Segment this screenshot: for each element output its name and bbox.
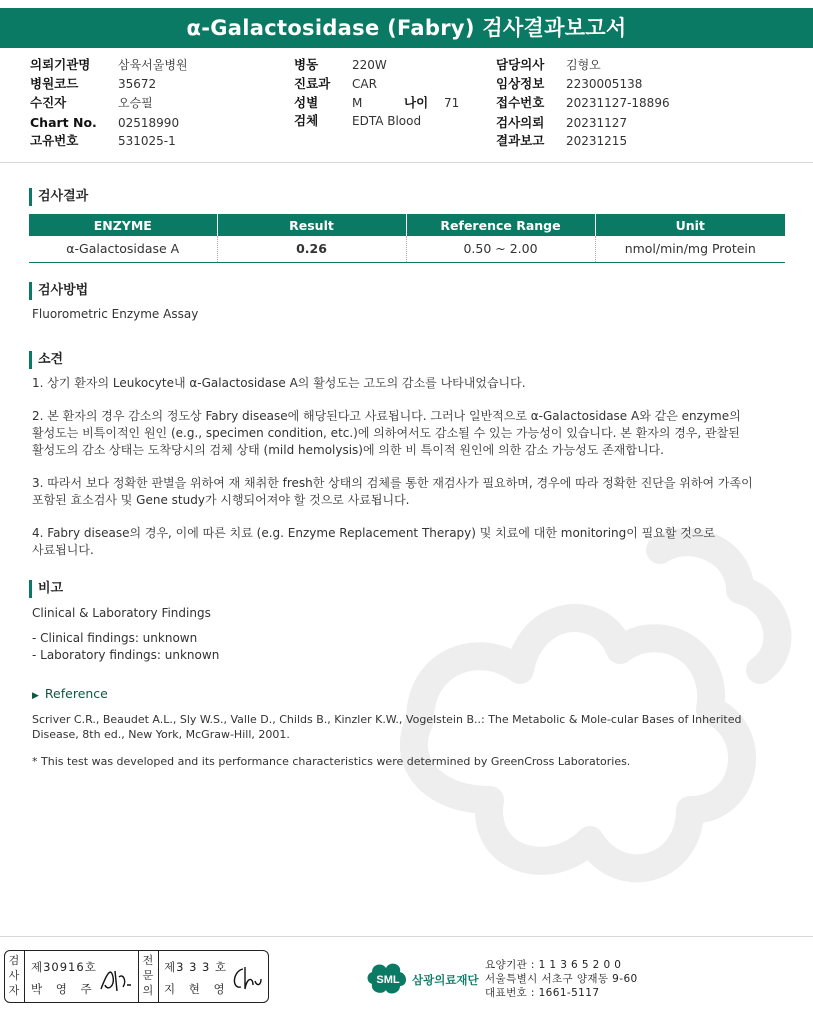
remarks-text <box>32 605 219 664</box>
label-ward: 병동 <box>294 57 319 72</box>
examiner-label-char: 자 <box>8 984 20 997</box>
label-clinical-info: 임상정보 <box>496 76 545 91</box>
opinion-line-1: 1. 상기 환자의 Leukocyte내 α-Galactosidase A의 활성도는 고도의 감소를 나타내었습니다. <box>32 376 526 390</box>
specialist-name: 지 현 영 <box>164 982 230 996</box>
section-title-method: 검사방법 <box>29 282 88 300</box>
reference-heading <box>32 686 108 701</box>
value-specimen: EDTA Blood <box>352 114 422 128</box>
opinion-text <box>32 375 753 559</box>
opinion-line-7: 4. Fabry disease의 경우, 이에 따른 치료 (e.g. Enzyme Replacement Therapy) 및 치료에 대한 monitoring이 필요할 것으로 <box>32 526 716 540</box>
col-enzyme: ENZYME <box>29 214 217 236</box>
value-patient: 오승필 <box>118 96 153 110</box>
opinion-line-4: 활성도의 감소 상태는 도착당시의 검체 상태 (mild hemolysis)에 의한 비 특이적 원인에 의한 감소 가능성도 존재합니다. <box>32 443 664 457</box>
section-title-opinion: 소견 <box>29 351 63 369</box>
patient-info <box>0 56 813 152</box>
contact-info <box>485 958 638 1000</box>
label-age: 나이 <box>404 95 429 110</box>
col-result: Result <box>217 214 406 236</box>
triangle-icon: ▶ <box>32 691 39 701</box>
opinion-line-2: 2. 본 환자의 경우 감소의 정도상 Fabry disease에 해당된다고 사료됩니다. 그러나 일반적으로 α-Galactosidase A와 같은 enzyme의 <box>32 409 741 423</box>
remarks-heading: Clinical & Laboratory Findings <box>32 606 211 620</box>
label-requested: 검사의뢰 <box>496 115 545 130</box>
contact-line-3: 대표번호 : 1661-5117 <box>485 987 600 999</box>
footer-divider <box>0 936 813 937</box>
specialist-vertical-label <box>140 953 156 998</box>
signature-divider <box>158 951 159 1002</box>
org-name: 삼광의료재단 <box>412 973 479 987</box>
table-row <box>29 236 785 262</box>
opinion-line-8: 사료됩니다. <box>32 543 94 557</box>
reference-text <box>32 712 741 769</box>
opinion-line-3: 활성도는 비특이적인 원인 (e.g., specimen condition, etc.)에 의하여서도 감소될 수 있는 가능성이 있습니다. 본 환자의 경우, 관찰된 <box>32 426 740 440</box>
results-header-row <box>29 214 785 236</box>
reference-heading-label: Reference <box>44 686 108 701</box>
col-reference-range: Reference Range <box>406 214 595 236</box>
reference-note: * This test was developed and its performance characteristics were determined by GreenCross Laboratories. <box>32 755 631 768</box>
contact-line-1: 요양기관 : 1 1 3 6 5 2 0 0 <box>485 959 622 971</box>
label-receipt-no: 접수번호 <box>496 95 545 110</box>
remarks-item-1: - Clinical findings: unknown <box>32 631 198 645</box>
value-reported: 20231215 <box>566 134 628 148</box>
signature-divider <box>138 951 139 1002</box>
value-requested: 20231127 <box>566 116 628 130</box>
header-divider <box>0 162 813 163</box>
label-reported: 결과보고 <box>496 133 545 148</box>
value-institution: 삼육서울병원 <box>118 58 188 72</box>
examiner-license: 제30916호 <box>31 960 97 974</box>
value-unique-no: 531025-1 <box>118 134 176 148</box>
label-unique-no: 고유번호 <box>30 133 79 148</box>
cell-reference-range: 0.50 ~ 2.00 <box>406 236 595 262</box>
specialist-label-char: 전 <box>142 954 154 967</box>
value-sex: M <box>352 96 363 110</box>
value-hospital-code: 35672 <box>118 77 157 91</box>
opinion-line-5: 3. 따라서 보다 정확한 판별을 위하여 재 채취한 fresh한 상태의 검체를 통한 재검사가 필요하며, 경우에 따라 정확한 진단을 위하여 가족이 <box>32 476 753 490</box>
reference-citation-2: Disease, 8th ed., New York, McGraw-Hill, 2001. <box>32 728 290 741</box>
label-sex: 성별 <box>294 95 319 110</box>
method-value: Fluorometric Enzyme Assay <box>32 307 199 321</box>
examiner-label-char: 사 <box>8 969 20 982</box>
label-institution: 의뢰기관명 <box>30 57 91 72</box>
specialist-license: 제3 3 3 호 <box>164 960 228 974</box>
label-doctor: 담당의사 <box>496 57 545 72</box>
specialist-label-char: 의 <box>142 984 154 997</box>
specialist-signature-icon <box>227 963 263 995</box>
value-chart-no: 02518990 <box>118 116 180 130</box>
label-chart-no: Chart No. <box>30 115 97 130</box>
signature-divider <box>24 951 25 1002</box>
value-ward: 220W <box>352 58 387 72</box>
opinion-line-6: 포함된 효소검사 및 Gene study가 시행되어져야 할 것으로 사료됩니다. <box>32 493 410 507</box>
method-text <box>32 306 198 323</box>
reference-citation-1: Scriver C.R., Beaudet A.L., Sly W.S., Valle D., Childs B., Kinzler K.W., Vogelstein B..: The Metabolic & Mole-cular Bases of Inherited <box>32 713 742 726</box>
label-specimen: 검체 <box>294 113 319 128</box>
contact-line-2: 서울특별시 서초구 양재동 9-60 <box>485 973 638 985</box>
results-table <box>29 214 785 263</box>
value-doctor: 김형오 <box>566 58 601 72</box>
examiner-signature-icon <box>97 963 133 995</box>
report-title: α-Galactosidase (Fabry) 검사결과보고서 <box>0 8 813 48</box>
sml-logo-icon <box>366 958 410 998</box>
examiner-vertical-label <box>6 953 22 998</box>
cell-result: 0.26 <box>217 236 406 262</box>
value-receipt-no: 20231127-18896 <box>566 96 670 110</box>
specialist-label-char: 문 <box>142 969 154 982</box>
section-title-results: 검사결과 <box>29 188 88 206</box>
label-department: 진료과 <box>294 76 331 91</box>
section-title-remarks: 비고 <box>29 580 63 598</box>
signature-box <box>4 950 269 1003</box>
label-patient: 수진자 <box>30 95 67 110</box>
examiner-label-char: 검 <box>8 954 20 967</box>
examiner-name: 박 영 주 <box>31 982 97 996</box>
remarks-item-2: - Laboratory findings: unknown <box>32 648 220 662</box>
value-clinical-info: 2230005138 <box>566 77 643 91</box>
value-department: CAR <box>352 77 377 91</box>
cell-unit: nmol/min/mg Protein <box>595 236 785 262</box>
col-unit: Unit <box>595 214 785 236</box>
label-hospital-code: 병원코드 <box>30 76 79 91</box>
value-age: 71 <box>444 96 460 110</box>
cell-enzyme: α-Galactosidase A <box>29 236 217 262</box>
logo-text: SML <box>376 974 400 986</box>
